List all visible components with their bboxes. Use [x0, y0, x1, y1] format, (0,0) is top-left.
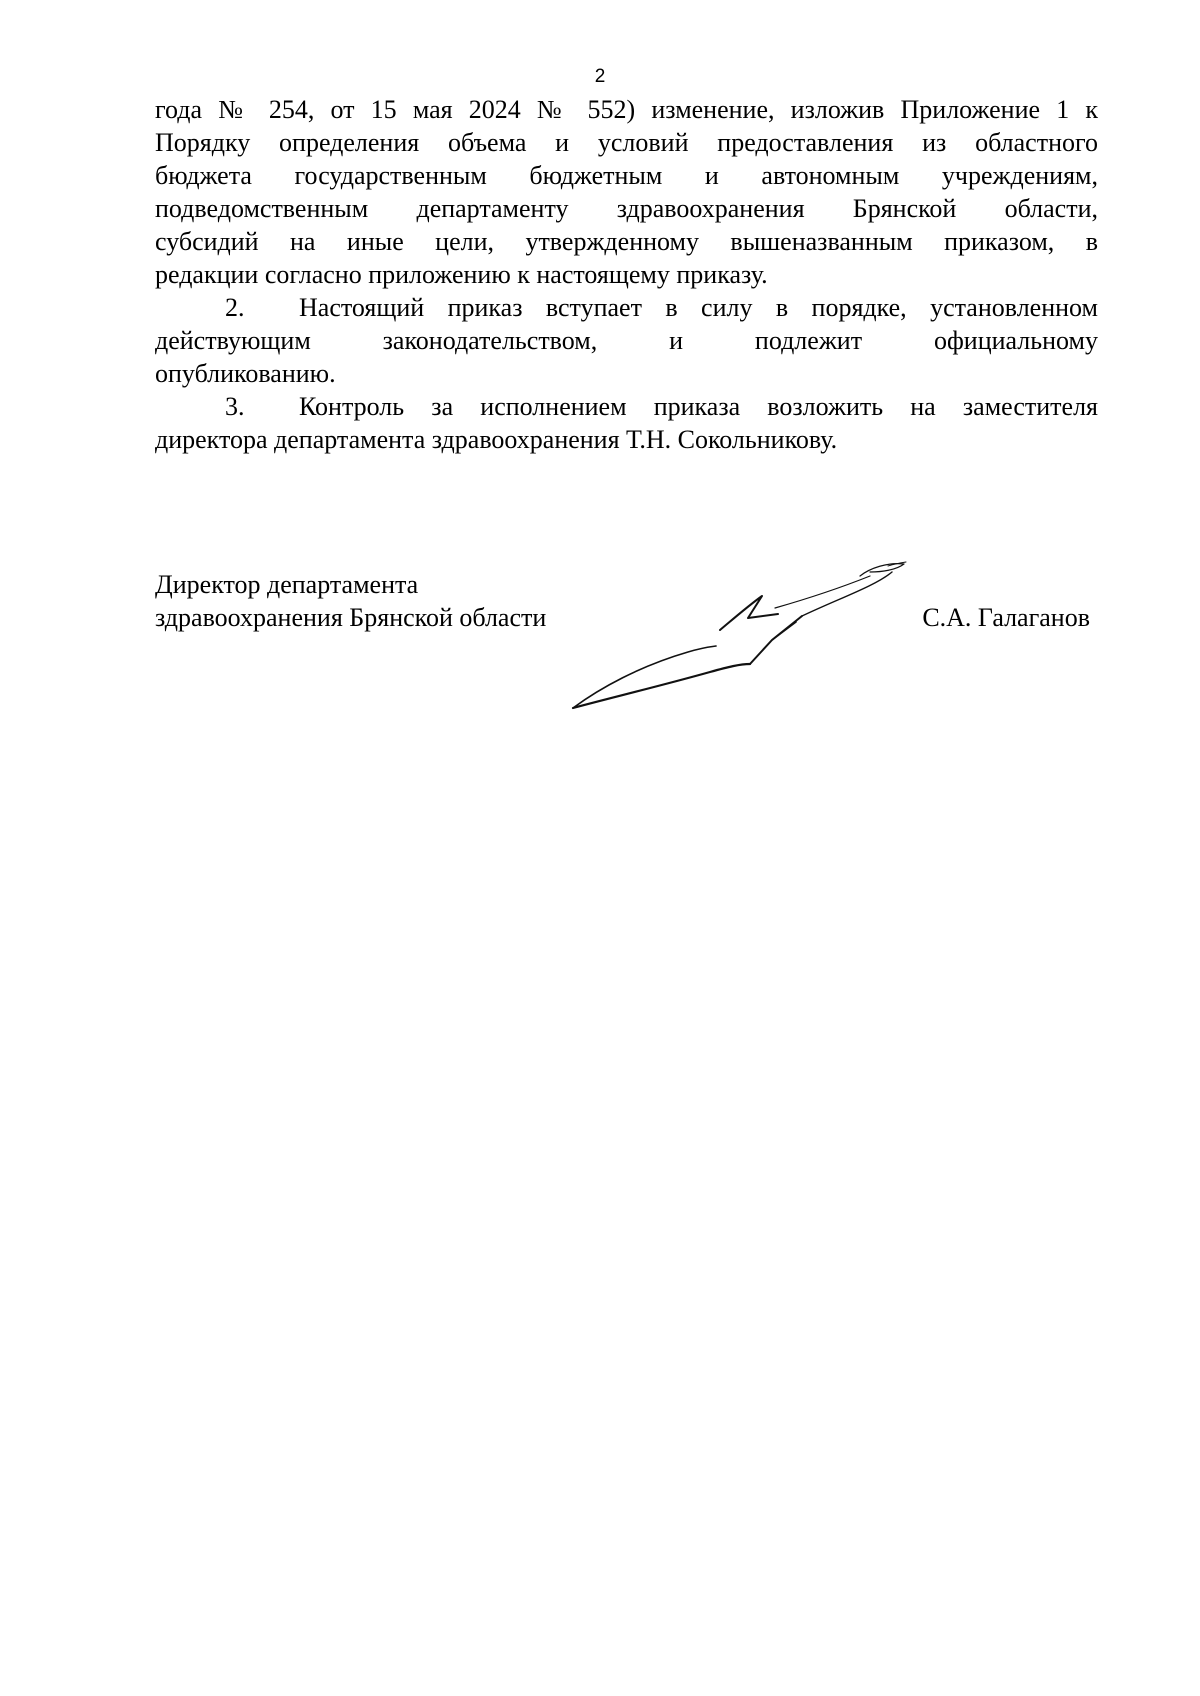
item-2-number: 2.: [225, 293, 245, 322]
paragraph-1-last-line: редакции согласно приложению к настоящему приказу.: [155, 260, 768, 289]
item-3-last-line: директора департамента здравоохранения Т.Н. Сокольникову.: [155, 425, 838, 454]
item-2-first-line: [155, 291, 1098, 324]
signatory-title-line: здравоохранения Брянской области: [155, 603, 547, 632]
item-3-number: 3.: [225, 392, 245, 421]
page-number: 2: [594, 66, 606, 87]
item-3-first-text: Контроль за исполнением приказа возложить на заместителя: [299, 392, 1098, 421]
document-body: [155, 93, 1098, 456]
item-2-first-text: Настоящий приказ вступает в силу в порядке, установленном: [299, 293, 1098, 322]
signatory-title: [155, 568, 546, 634]
paragraph-1-line: подведомственным департаменту здравоохранения Брянской области,: [155, 194, 1098, 223]
paragraph-1-line: года № 254, от 15 мая 2024 № 552) изменение, изложив Приложение 1 к: [155, 95, 1098, 124]
item-2-middle-line: действующим законодательством, и подлежит официальному: [155, 326, 1098, 355]
item-2-last-line: опубликованию.: [155, 359, 336, 388]
paragraph-1-line: бюджета государственным бюджетным и автономным учреждениям,: [155, 161, 1098, 190]
paragraph-1-line: Порядку определения объема и условий предоставления из областного: [155, 128, 1098, 157]
item-3-first-line: [155, 390, 1098, 423]
signatory-name: С.А. Галаганов: [922, 603, 1090, 632]
signature-block: [155, 568, 1098, 708]
paragraph-1-line: субсидий на иные цели, утвержденному вышеназванным приказом, в: [155, 227, 1098, 256]
signatory-title-line: Директор департамента: [155, 570, 419, 599]
